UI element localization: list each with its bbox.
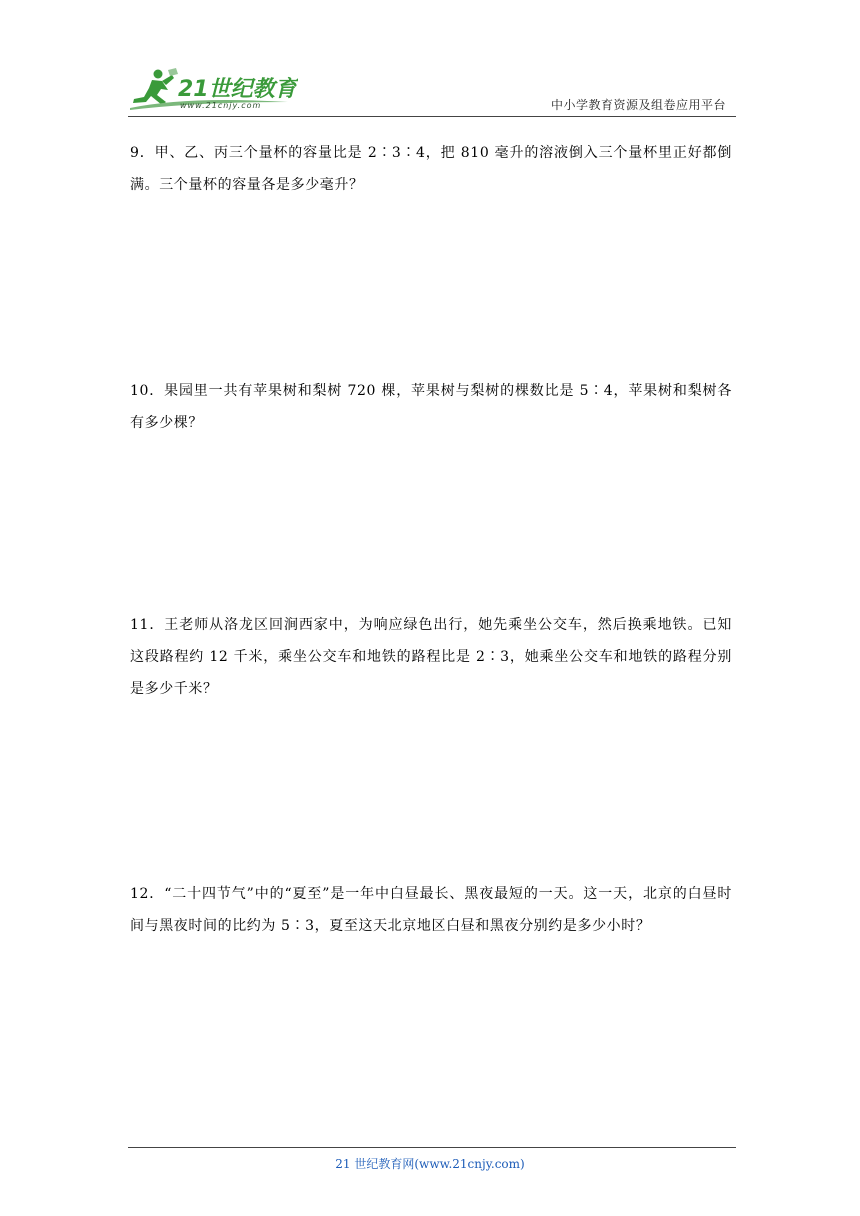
- question-9: 9．甲、乙、丙三个量杯的容量比是 2∶3∶4，把 810 毫升的溶液倒入三个量杯里正好都倒满。三个量杯的容量各是多少毫升？: [130, 145, 732, 193]
- runner-logo-icon: [128, 62, 298, 114]
- header-divider: [128, 116, 736, 117]
- logo: [128, 62, 298, 114]
- question-10: 10．果园里一共有苹果树和梨树 720 棵，苹果树与梨树的棵数比是 5∶4，苹果树和梨树各有多少棵？: [130, 383, 732, 431]
- page-header: [128, 62, 736, 118]
- logo-text: 21世纪教育: [178, 77, 297, 102]
- question-12: 12．“二十四节气”中的“夏至”是一年中白昼最长、黑夜最短的一天。这一天，北京的白昼时间与黑夜时间的比约为 5∶3，夏至这天北京地区白昼和黑夜分别约是多少小时？: [130, 886, 732, 934]
- logo-url: www.21cnjy.com: [180, 101, 262, 110]
- platform-name: 中小学教育资源及组卷应用平台: [550, 98, 726, 112]
- question-11: 11．王老师从洛龙区回涧西家中，为响应绿色出行，她先乘坐公交车，然后换乘地铁。已知这段路程约 12 千米，乘坐公交车和地铁的路程比是 2∶3，她乘坐公交车和地铁的路程分别是多少千米？: [130, 617, 732, 697]
- footer-divider: [128, 1147, 736, 1148]
- footer-link[interactable]: 21 世纪教育网(www.21cnjy.com): [335, 1157, 525, 1171]
